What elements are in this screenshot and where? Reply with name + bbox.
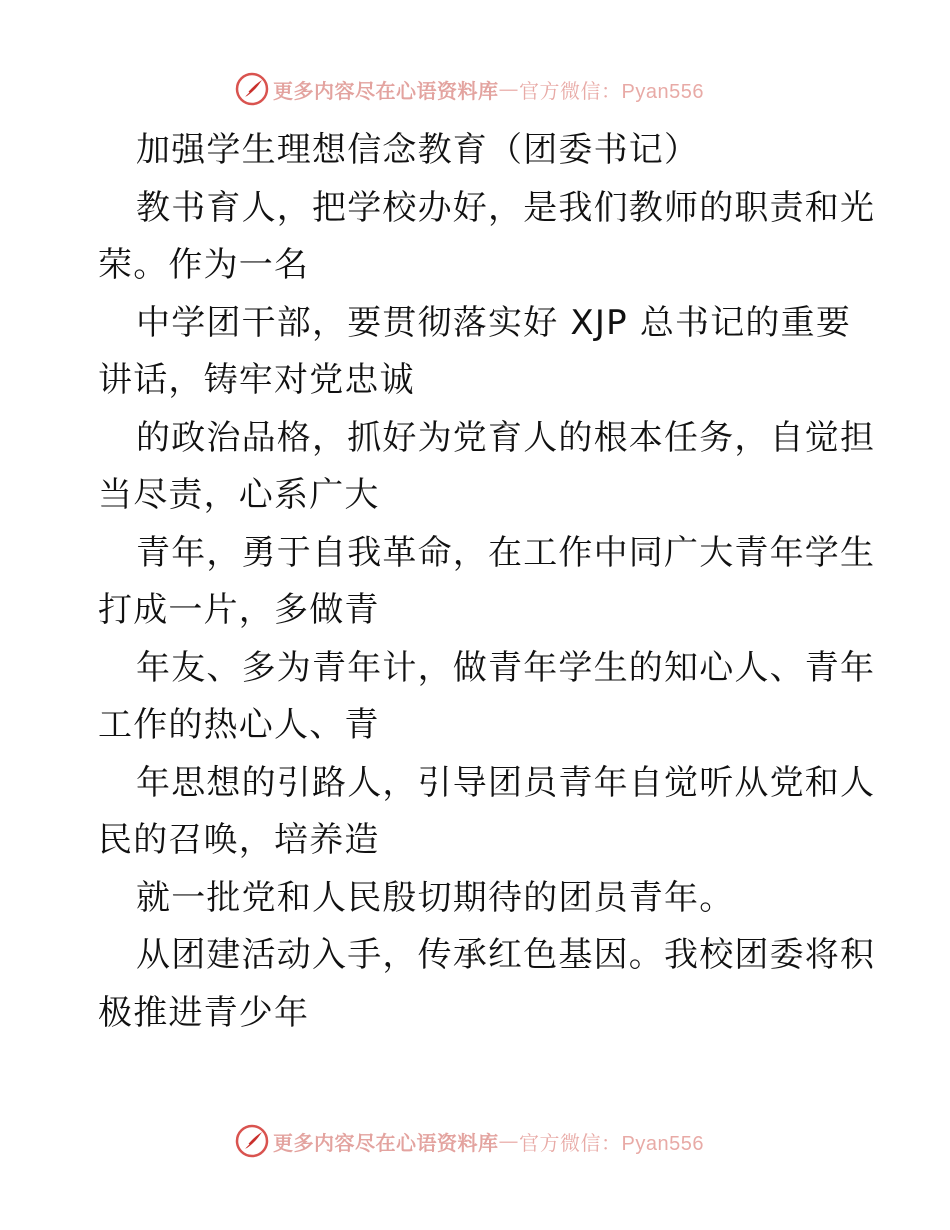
text-line: 民的召唤，培养造 <box>98 820 380 860</box>
text-line: 就一批党和人民殷切期待的团员青年。 <box>136 877 735 918</box>
text-line: 打成一片，多做青 <box>98 590 380 630</box>
watermark-contact: 官方微信：Pyan556 <box>519 80 704 103</box>
watermark-dash: — <box>498 1129 519 1153</box>
text-line: 工作的热心人、青 <box>98 705 380 745</box>
text-line: 中学团干部，要贯彻落实好 XJP 总书记的重要 <box>136 302 852 343</box>
watermark-slogan: 更多内容尽在心语资料库 <box>273 1130 499 1155</box>
text-line: 青年，勇于自我革命，在工作中同广大青年学生 <box>136 532 876 573</box>
feather-pen-logo-icon <box>235 72 269 106</box>
text-line: 荣。作为一名 <box>98 245 310 285</box>
header-watermark <box>235 72 755 106</box>
feather-pen-logo-icon <box>235 1124 269 1158</box>
text-line: 加强学生理想信念教育（团委书记） <box>136 130 700 170</box>
text-line: 年思想的引路人，引导团员青年自觉听从党和人 <box>136 762 876 803</box>
text-line: 从团建活动入手，传承红色基因。我校团委将积 <box>136 935 876 975</box>
watermark-contact: 官方微信：Pyan556 <box>519 1132 704 1155</box>
text-line: 年友、多为青年计，做青年学生的知心人、青年 <box>136 647 876 688</box>
footer-watermark <box>235 1124 755 1158</box>
watermark-slogan: 更多内容尽在心语资料库 <box>273 78 499 103</box>
text-line: 极推进青少年 <box>98 992 310 1033</box>
text-line: 讲话，铸牢对党忠诚 <box>98 360 415 400</box>
text-line: 的政治品格，抓好为党育人的根本任务，自觉担 <box>136 417 876 458</box>
document-body <box>98 122 876 1042</box>
text-line: 当尽责，心系广大 <box>98 475 380 515</box>
text-line: 教书育人，把学校办好，是我们教师的职责和光 <box>136 187 876 228</box>
watermark-dash: — <box>498 77 519 101</box>
